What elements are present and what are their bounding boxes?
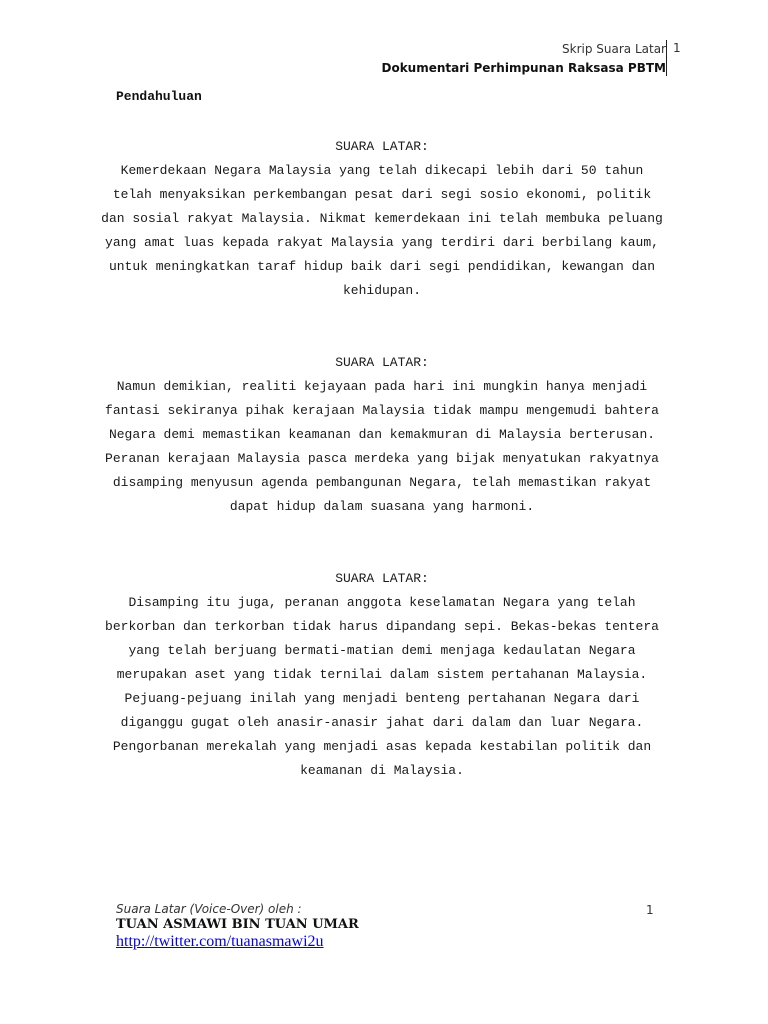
footer-credit: Suara Latar (Voice-Over) oleh : <box>116 902 302 916</box>
speaker-label: SUARA LATAR: <box>335 355 429 370</box>
voiceover-block <box>100 567 664 783</box>
speaker-label: SUARA LATAR: <box>335 571 429 586</box>
voiceover-paragraph: Namun demikian, realiti kejayaan pada hari ini mungkin hanya menjadi fantasi sekiranya pihak kerajaan Malaysia tidak mampu mengemudi bahtera Negara demi memastikan keamanan dan kemakmuran di Malaysia berterusan. Peranan kerajaan Malaysia pasca merdeka yang bijak menyatukan rakyatnya disamping menyusun agenda pembangunan Negara, telah memastikan rakyat dapat hidup dalam suasana yang harmoni. <box>105 379 659 514</box>
voiceover-block <box>100 351 664 519</box>
header-divider <box>666 40 667 76</box>
section-heading: Pendahuluan <box>116 89 202 104</box>
voiceover-paragraph: Kemerdekaan Negara Malaysia yang telah dikecapi lebih dari 50 tahun telah menyaksikan perkembangan pesat dari segi sosio ekonomi, politik dan sosial rakyat Malaysia. Nikmat kemerdekaan ini telah membuka peluang yang amat luas kepada rakyat Malaysia yang terdiri dari berbilang kaum, untuk meningkatkan taraf hidup baik dari segi pendidikan, kewangan dan kehidupan. <box>101 163 663 298</box>
header-subtitle: Dokumentari Perhimpunan Raksasa PBTM <box>381 61 666 75</box>
footer-author-name: TUAN ASMAWI BIN TUAN UMAR <box>116 917 359 932</box>
header-title: Skrip Suara Latar <box>562 42 666 56</box>
footer-page-number: 1 <box>646 903 654 917</box>
twitter-link[interactable]: http://twitter.com/tuanasmawi2u <box>116 933 324 950</box>
voiceover-paragraph: Disamping itu juga, peranan anggota keselamatan Negara yang telah berkorban dan terkorban tidak harus dipandang sepi. Bekas-bekas tentera yang telah berjuang bermati-matian demi menjaga kedaulatan Negara merupakan aset yang tidak ternilai dalam sistem pertahanan Malaysia. Pejuang-pejuang inilah yang menjadi benteng pertahanan Negara dari diganggu gugat oleh anasir-anasir jahat dari dalam dan luar Negara. Pengorbanan merekalah yang menjadi asas kepada kestabilan politik dan keamanan di Malaysia. <box>105 595 659 778</box>
page-header <box>381 40 666 78</box>
header-page-number: 1 <box>673 41 681 55</box>
voiceover-block <box>100 135 664 303</box>
speaker-label: SUARA LATAR: <box>335 139 429 154</box>
